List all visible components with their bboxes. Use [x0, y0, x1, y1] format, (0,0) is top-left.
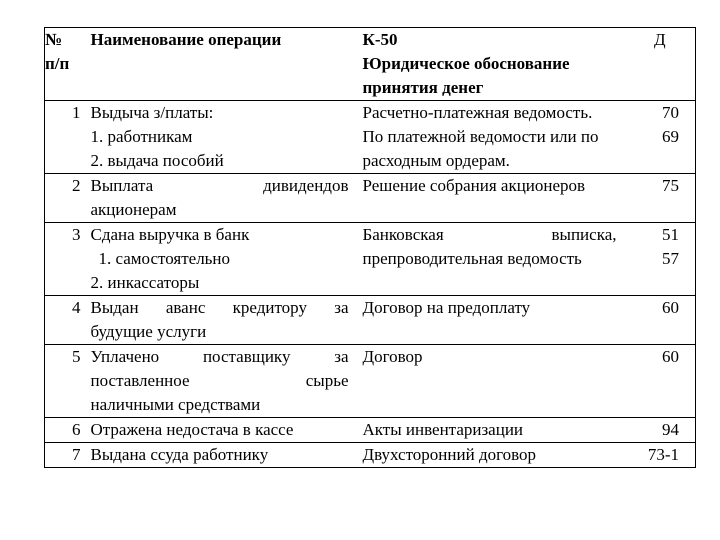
account-cell [625, 296, 696, 345]
row-num: 4 [45, 296, 85, 345]
basis-cell [355, 223, 625, 296]
header-row [45, 28, 696, 101]
row-num: 7 [45, 443, 85, 468]
basis-cell [355, 296, 625, 345]
table-row [45, 345, 696, 418]
basis-line: Решение собрания акционеров [362, 176, 586, 195]
basis-cell [355, 174, 625, 223]
table-row [45, 101, 696, 174]
table-row [45, 296, 696, 345]
basis-cell [355, 418, 625, 443]
basis-line: расходным ордерам. [362, 151, 510, 170]
basis-line: Расчетно-платежная ведомость. [362, 103, 593, 122]
operation-cell [85, 174, 355, 223]
operation-line: 2. выдача пособий [90, 151, 224, 170]
operation-cell [85, 296, 355, 345]
row-num: 1 [45, 101, 85, 174]
operation-line: Выплата дивидендов [90, 176, 349, 195]
header-num-line2: п/п [45, 54, 70, 73]
operation-line: Выдыча з/платы: [90, 103, 214, 122]
operation-line: 2. инкассаторы [90, 273, 200, 292]
operation-cell [85, 223, 355, 296]
basis-line: Двухсторонний договор [362, 445, 537, 464]
basis-line: Банковская выписка, [362, 225, 617, 244]
operation-line: 1. самостоятельно [98, 249, 231, 268]
operation-cell [85, 418, 355, 443]
basis-line: По платежной ведомости или по [362, 127, 599, 146]
operation-line: будущие услуги [90, 322, 207, 341]
basis-line: Договор на предоплату [362, 298, 531, 317]
account-cell [625, 443, 696, 468]
operation-line: Выдана ссуда работнику [90, 445, 269, 464]
account-cell [625, 223, 696, 296]
account-value: 75 [662, 176, 679, 195]
account-cell [625, 174, 696, 223]
row-num: 6 [45, 418, 85, 443]
header-basis-line3: принятия денег [362, 78, 484, 97]
operation-line: Уплачено поставщику за [90, 347, 349, 366]
account-cell [625, 345, 696, 418]
basis-cell [355, 443, 625, 468]
operation-line: 1. работникам [90, 127, 193, 146]
account-value: 69 [662, 127, 679, 146]
account-value: 70 [662, 103, 679, 122]
basis-cell [355, 101, 625, 174]
header-d-label: Д [653, 30, 666, 49]
account-cell [625, 101, 696, 174]
header-num-cell [45, 28, 85, 101]
basis-line: препроводительная ведомость [362, 249, 582, 268]
account-value: 57 [662, 249, 679, 268]
account-value: 94 [662, 420, 679, 439]
basis-line: Акты инвентаризации [362, 420, 524, 439]
operation-line: акционерам [90, 200, 177, 219]
table-row [45, 443, 696, 468]
account-value: 51 [662, 225, 679, 244]
operation-line: Отражена недостача в кассе [90, 420, 294, 439]
header-operation-label: Наименование операции [90, 30, 282, 49]
operations-table [44, 27, 696, 468]
header-d-cell [625, 28, 696, 101]
header-operation-cell [85, 28, 355, 101]
account-value: 73-1 [647, 445, 679, 464]
row-num: 2 [45, 174, 85, 223]
row-num: 3 [45, 223, 85, 296]
table-row [45, 223, 696, 296]
operation-line: наличными средствами [90, 395, 261, 414]
operation-line: Выдан аванс кредитору за [90, 298, 349, 317]
operation-line: Сдана выручка в банк [90, 225, 250, 244]
account-cell [625, 418, 696, 443]
table-row [45, 418, 696, 443]
operation-cell [85, 443, 355, 468]
basis-line: Договор [362, 347, 423, 366]
basis-cell [355, 345, 625, 418]
header-basis-line1: К-50 [362, 30, 398, 49]
header-basis-line2: Юридическое обоснование [362, 54, 570, 73]
operation-line: поставленное сырье [90, 371, 349, 390]
table-row [45, 174, 696, 223]
row-num: 5 [45, 345, 85, 418]
account-value: 60 [662, 298, 679, 317]
header-basis-cell [355, 28, 625, 101]
account-value: 60 [662, 347, 679, 366]
operation-cell [85, 345, 355, 418]
operation-cell [85, 101, 355, 174]
header-num-line1: № [45, 30, 63, 49]
